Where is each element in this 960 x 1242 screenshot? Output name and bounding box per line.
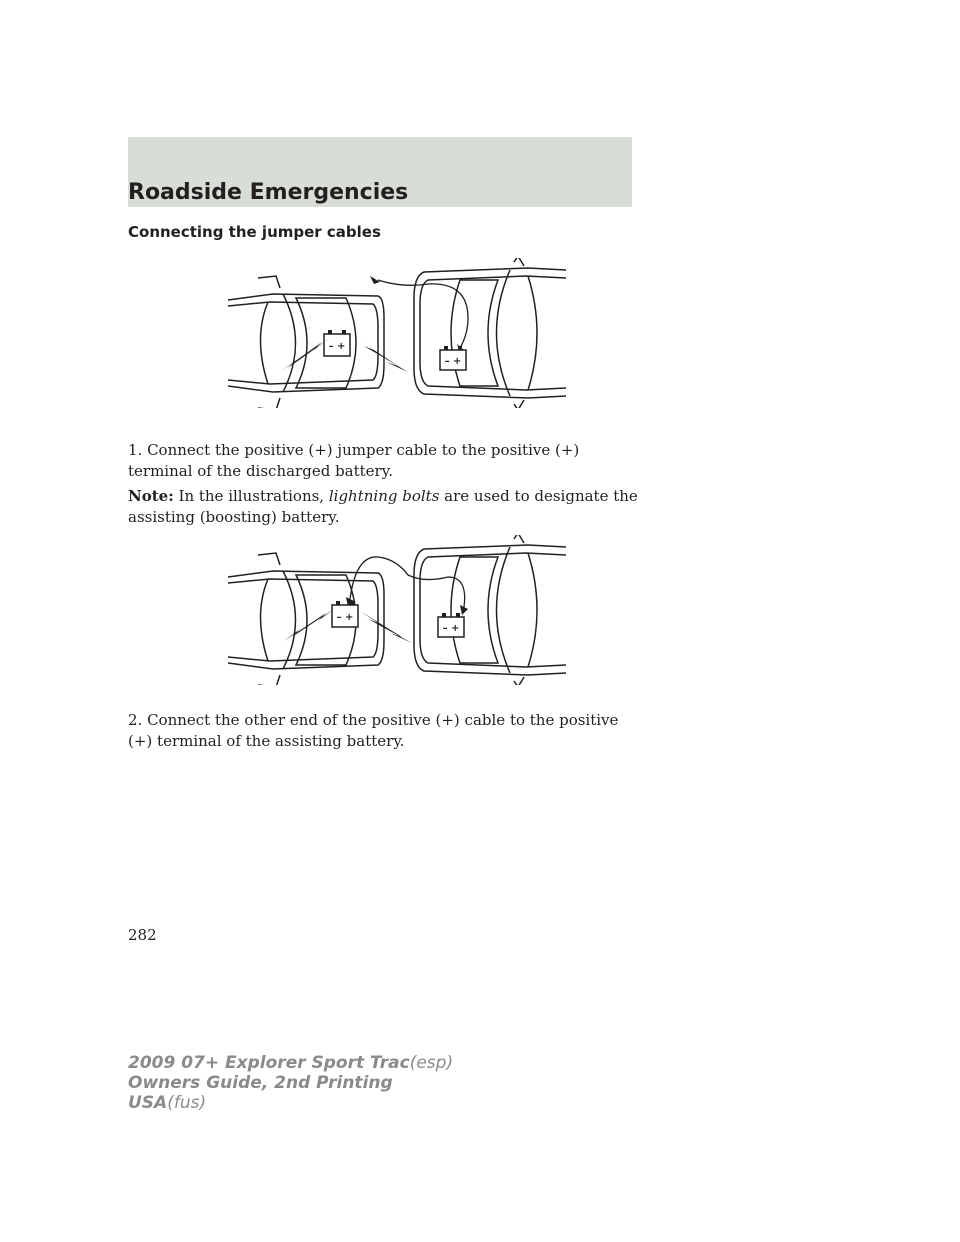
section-title: Roadside Emergencies [128, 180, 409, 205]
lightning-bolt-icon [356, 338, 408, 372]
footer-line-3 [128, 1093, 453, 1113]
discharged-battery [324, 330, 350, 356]
positive-jumper-cable [378, 280, 468, 348]
footer-edition: Owners Guide, 2nd Printing [128, 1073, 393, 1093]
note-emphasis: lightning bolts [328, 487, 440, 505]
lightning-bolt-icon [284, 609, 334, 641]
assisting-battery-terminals: – + [442, 623, 460, 634]
jumper-illustration-step2 [228, 535, 566, 685]
discharged-vehicle-body [228, 571, 384, 669]
step-2-text: 2. Connect the other end of the positive (+) cable to the positive (+) terminal of the assisting battery. [128, 711, 619, 750]
subheading: Connecting the jumper cables [128, 223, 381, 241]
note [128, 486, 638, 528]
note-text-before: In the illustrations, [178, 487, 325, 505]
discharged-battery-terminals: – + [328, 341, 346, 352]
note-label: Note: [128, 487, 174, 505]
note-text-after: are used to designate the assisting (boosting) battery. [128, 487, 638, 526]
jumper-illustration-step1 [228, 258, 566, 408]
assisting-vehicle-body [414, 268, 566, 398]
footer-model: 2009 07+ Explorer Sport Trac [128, 1053, 410, 1073]
positive-jumper-cable [350, 557, 465, 607]
assisting-vehicle-body [414, 545, 566, 675]
step-1-text: 1. Connect the positive (+) jumper cable to the positive (+) terminal of the discharged battery. [128, 441, 580, 480]
footer-market-code: (fus) [167, 1093, 207, 1113]
page-number: 282 [128, 926, 157, 944]
assisting-battery [438, 613, 464, 637]
assisting-battery-terminals: – + [444, 356, 462, 367]
footer-market: USA [128, 1093, 168, 1113]
lightning-bolt-icon [360, 611, 412, 643]
footer-line-1 [128, 1053, 453, 1073]
discharged-battery [332, 601, 358, 627]
footer-model-code: (esp) [409, 1053, 454, 1073]
discharged-vehicle-body [228, 294, 384, 392]
assisting-battery [440, 346, 466, 370]
footer-line-2 [128, 1073, 453, 1093]
discharged-battery-terminals: – + [336, 612, 354, 623]
lightning-bolt-icon [280, 338, 330, 372]
footer [128, 1053, 453, 1113]
